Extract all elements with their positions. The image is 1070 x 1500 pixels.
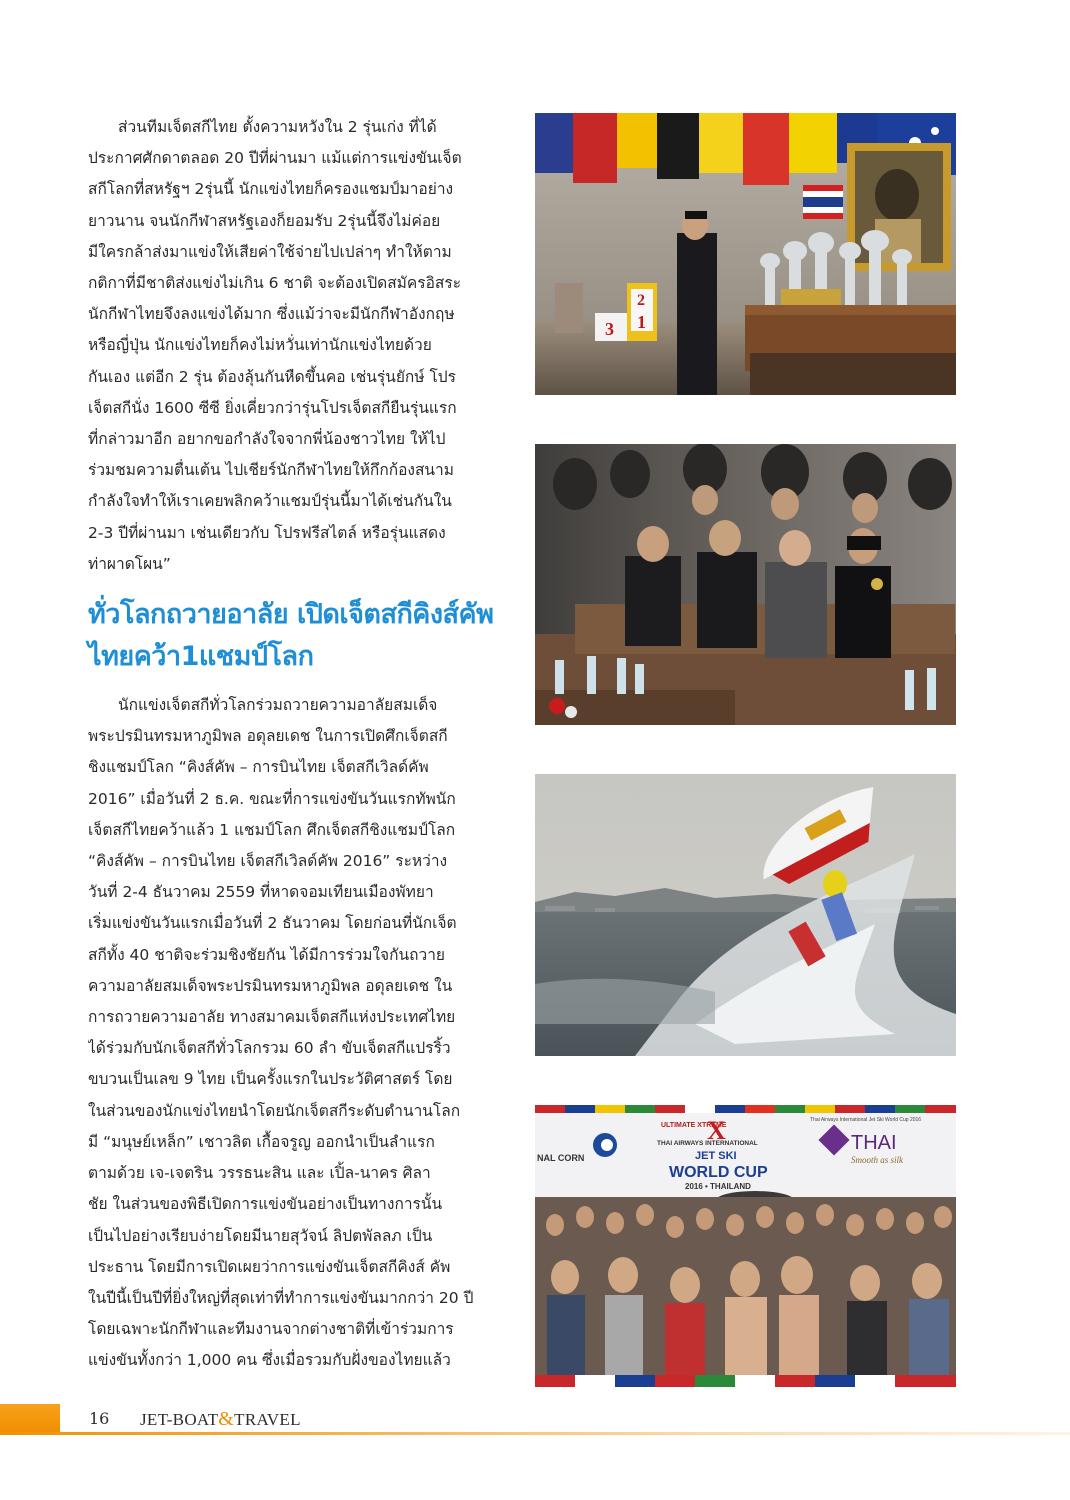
text-line: เป็นไปอย่างเรียบง่ายโดยมีนายสุวัจน์ ลิปตพัลลภ เป็น <box>88 1226 433 1245</box>
banner-brand: ULTIMATE XTREME <box>661 1122 727 1129</box>
photo-spectators-banner <box>535 1105 956 1387</box>
text-line: กติกาที่มีชาติส่งแข่งไม่เกิน 6 ชาติ จะต้องเปิดสมัครอิสระ <box>88 274 462 293</box>
banner-right-top: Thai Airways International Jet Ski World Cup 2016 <box>810 1117 922 1123</box>
magazine-name-part1: JET-BOAT <box>140 1410 219 1429</box>
magazine-name-amp: & <box>218 1408 235 1430</box>
text-line: วันที่ 2-4 ธันวาคม 2559 ที่หาดจอมเทียนเมืองพัทยา <box>88 883 434 902</box>
text-line: ชิงแชมป์โลก “คิงส์คัพ – การบินไทย เจ็ตสกีเวิลด์คัพ <box>88 758 429 777</box>
text-line: ส่วนทีมเจ็ตสกีไทย ตั้งความหวังใน 2 รุ่นเก่ง ที่ได้ <box>118 118 437 136</box>
text-line: ในปีนี้เป็นปีที่ยิ่งใหญ่ที่สุดเท่าที่ทำการแข่งขันมากกว่า 20 ปี <box>88 1288 474 1307</box>
banner-line4: 2016 • THAILAND <box>685 1182 751 1191</box>
banner-line1: THAI AIRWAYS INTERNATIONAL <box>657 1140 758 1147</box>
text-line: หรือญี่ปุ่น นักแข่งไทยก็คงไม่หวั่นเท่านักแข่งไทยด้วย <box>88 336 432 355</box>
text-line: เจ็ตสกีนั่ง 1600 ซีซี ยิ่งเคี่ยวกว่ารุ่นโปรเจ็ตสกียืนรุ่นแรก <box>88 398 457 417</box>
photo-freestyle-jetski <box>535 774 956 1056</box>
photo-spectators-image <box>535 1105 956 1387</box>
text-line: สกีทั้ง 40 ชาติจะร่วมชิงชัยกัน ได้มีการร่วมใจกันถวาย <box>88 945 445 964</box>
text-line: มี “มนุษย์เหล็ก” เชาวลิต เกื้อจรูญ ออกนำเป็นลำแรก <box>88 1132 435 1151</box>
text-line: สกีโลกที่สหรัฐฯ 2รุ่นนี้ นักแข่งไทยก็ครองแชมป์มาอย่าง <box>88 180 454 199</box>
photo-trophy-ceremony <box>535 113 956 395</box>
banner-line2: JET SKI <box>695 1150 737 1162</box>
podium-number-2: 2 <box>637 292 645 309</box>
banner-line3: WORLD CUP <box>669 1164 768 1181</box>
section-heading-line-2: ไทยคว้า1แชมป์โลก <box>88 641 314 673</box>
banner-thai-logo: THAI <box>851 1132 897 1154</box>
text-line: ขบวนเป็นเลข 9 ไทย เป็นครั้งแรกในประวัติศาสตร์ โดย <box>88 1070 453 1089</box>
text-line: กันเอง แต่อีก 2 รุ่น ต้องลุ้นกันหืดขึ้นคอ เช่นรุ่นยักษ์ โปร <box>88 367 456 386</box>
text-line: 2-3 ปีที่ผ่านมา เช่นเดียวกับ โปรฟรีสไตล์ หรือรุ่นแสดง <box>88 523 446 542</box>
text-line: ชัย ในส่วนของพิธีเปิดการแข่งขันอย่างเป็นทางการนั้น <box>88 1195 443 1214</box>
photo-dignitaries-image <box>535 444 956 725</box>
text-line: “คิงส์คัพ – การบินไทย เจ็ตสกีเวิลด์คัพ 2016” ระหว่าง <box>88 852 448 871</box>
magazine-name-part2: TRAVEL <box>234 1410 301 1429</box>
text-line: เริ่มแข่งขันวันแรกเมื่อวันที่ 2 ธันวาคม โดยก่อนที่นักเจ็ต <box>88 914 457 933</box>
text-line: พระปรมินทรมหาภูมิพล อดุลยเดช ในการเปิดศึกเจ็ตสกี <box>88 727 448 746</box>
text-line: ได้ร่วมกับนักเจ็ตสกีทั่วโลกรวม 60 ลำ ขับเจ็ตสกีแปรริ้ว <box>88 1039 451 1058</box>
podium-number-3: 3 <box>605 319 614 339</box>
text-line: ประธาน โดยมีการเปิดเผยว่าการแข่งขันเจ็ตสกีคิงส์ คัพ <box>88 1257 451 1276</box>
footer-rule <box>0 1432 1070 1435</box>
magazine-name <box>140 1408 301 1431</box>
banner-thai-tagline: Smooth as silk <box>851 1155 904 1165</box>
text-line: ร่วมชมความตื่นเต้น ไปเชียร์นักกีฬาไทยให้กึกก้องสนาม <box>88 461 454 480</box>
text-line: ที่กล่าวมาอีก อยากขอกำลังใจจากพี่น้องชาวไทย ให้ไป <box>88 430 446 449</box>
section-heading-line-1: ทั่วโลกถวายอาลัย เปิดเจ็ตสกีคิงส์คัพ <box>88 599 494 631</box>
text-line: มีใครกล้าส่งมาแข่งให้เสียค่าใช้จ่ายไปเปล่าๆ ทำให้ตาม <box>88 242 452 261</box>
text-line: นักแข่งเจ็ตสกีทั่วโลกร่วมถวายความอาลัยสมเด็จ <box>118 696 438 715</box>
text-line: กำลังใจทำให้เราเคยพลิกคว้าแชมป์รุ่นนี้มาได้เช่นกันใน <box>88 492 452 511</box>
text-line: โดยเฉพาะนักกีฬาและทีมงานจากต่างชาติที่เข้าร่วมการ <box>88 1320 454 1339</box>
photo-trophy-ceremony-image <box>535 113 956 395</box>
banner-left-edge: NAL CORN <box>537 1153 585 1163</box>
text-line: ยาวนาน จนนักกีฬาสหรัฐเองก็ยอมรับ 2รุ่นนี้จึงไม่ค่อย <box>88 211 441 230</box>
banner-x-mark: X <box>707 1116 726 1145</box>
photo-jetski-image <box>535 774 956 1056</box>
text-line: เจ็ตสกีไทยคว้าแล้ว 1 แชมป์โลก ศึกเจ็ตสกีชิงแชมป์โลก <box>88 820 456 839</box>
text-line: แข่งขันทั้งกว่า 1,000 คน ซึ่งเมื่อรวมกับฝั่งของไทยแล้ว <box>88 1351 451 1370</box>
text-line: 2016” เมื่อวันที่ 2 ธ.ค. ขณะที่การแข่งขันวันแรกทัพนัก <box>88 789 456 808</box>
text-line: ประกาศศักดาตลอด 20 ปีที่ผ่านมา แม้แต่การแข่งขันเจ็ต <box>88 149 462 168</box>
text-line: ในส่วนของนักแข่งไทยนำโดยนักเจ็ตสกีระดับตำนานโลก <box>88 1101 461 1120</box>
section-heading <box>88 594 514 678</box>
text-line: ท่าผาดโผน” <box>88 554 171 573</box>
text-line: ความอาลัยสมเด็จพระปรมินทรมหาภูมิพล อดุลยเดช ใน <box>88 976 453 995</box>
text-line: นักกีฬาไทยจึงลงแข่งได้มาก ซึ่งแม้ว่าจะมีนักกีฬาอังกฤษ <box>88 305 455 324</box>
footer-accent-block <box>0 1404 60 1435</box>
page-number: 16 <box>89 1409 110 1428</box>
photo-dignitaries-seated <box>535 444 956 725</box>
text-line: การถวายความอาลัย ทางสมาคมเจ็ตสกีแห่งประเทศไทย <box>88 1008 456 1027</box>
text-line: ตามด้วย เจ-เจตริน วรรธนะสิน และ เปิ้ล-นาคร ศิลา <box>88 1164 431 1183</box>
article-paragraph-1 <box>88 112 514 580</box>
article-paragraph-2 <box>88 690 514 1376</box>
podium-number-1: 1 <box>637 312 646 332</box>
article-column <box>88 112 514 1377</box>
